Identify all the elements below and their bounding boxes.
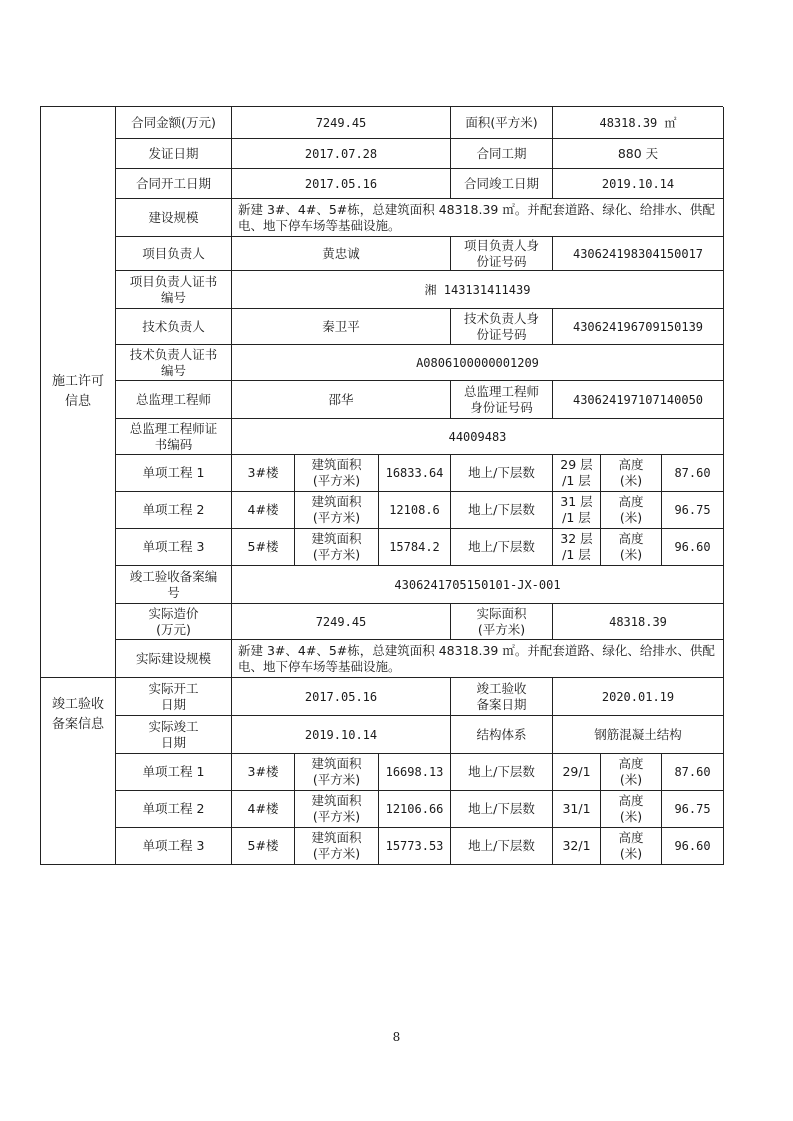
actual-start-label: 实际开工 日期 bbox=[116, 678, 232, 716]
contract-start-label: 合同开工日期 bbox=[116, 169, 232, 199]
pm-cert-label: 项目负责人证书 编号 bbox=[116, 271, 232, 309]
unit-floors-label: 地上/下层数 bbox=[451, 455, 553, 492]
unit-area-value: 16833.64 bbox=[379, 455, 451, 492]
actual-end-label: 实际竣工 日期 bbox=[116, 716, 232, 754]
structure-value: 钢筋混凝土结构 bbox=[553, 716, 724, 754]
unit-area-label: 建筑面积 (平方米) bbox=[295, 754, 379, 791]
scale-label: 建设规模 bbox=[116, 199, 232, 237]
unit-label: 单项工程 3 bbox=[116, 828, 232, 865]
unit-floors-value: 31/1 bbox=[553, 791, 601, 828]
area-value: 48318.39 ㎡ bbox=[553, 107, 724, 139]
unit-building: 4#楼 bbox=[232, 492, 295, 529]
actual-scale-label: 实际建设规模 bbox=[116, 640, 232, 678]
contract-start-value: 2017.05.16 bbox=[232, 169, 451, 199]
unit-label: 单项工程 1 bbox=[116, 754, 232, 791]
contract-period-label: 合同工期 bbox=[451, 139, 553, 169]
unit-building: 3#楼 bbox=[232, 754, 295, 791]
unit-building: 5#楼 bbox=[232, 529, 295, 566]
supervisor-cert-value: 44009483 bbox=[232, 419, 724, 455]
unit-height-label: 高度 (米) bbox=[601, 754, 662, 791]
unit-floors-value: 29/1 bbox=[553, 754, 601, 791]
unit-area-label: 建筑面积 (平方米) bbox=[295, 492, 379, 529]
permit-section-label: 施工许可 信息 bbox=[41, 107, 116, 678]
supervisor-cert-label: 总监理工程师证 书编码 bbox=[116, 419, 232, 455]
unit-height-value: 96.60 bbox=[662, 529, 724, 566]
supervisor-id-value: 430624197107140050 bbox=[553, 381, 724, 419]
actual-area-label: 实际面积 (平方米) bbox=[451, 604, 553, 640]
unit-floors-label: 地上/下层数 bbox=[451, 754, 553, 791]
unit-floors-label: 地上/下层数 bbox=[451, 828, 553, 865]
unit-height-value: 96.75 bbox=[662, 791, 724, 828]
issue-date-value: 2017.07.28 bbox=[232, 139, 451, 169]
unit-floors-label: 地上/下层数 bbox=[451, 492, 553, 529]
pm-label: 项目负责人 bbox=[116, 237, 232, 271]
record-no-label: 竣工验收备案编 号 bbox=[116, 566, 232, 604]
unit-label: 单项工程 2 bbox=[116, 492, 232, 529]
unit-building: 4#楼 bbox=[232, 791, 295, 828]
actual-end-value: 2019.10.14 bbox=[232, 716, 451, 754]
actual-cost-value: 7249.45 bbox=[232, 604, 451, 640]
contract-end-value: 2019.10.14 bbox=[553, 169, 724, 199]
unit-floors-value: 32 层 /1 层 bbox=[553, 529, 601, 566]
issue-date-label: 发证日期 bbox=[116, 139, 232, 169]
record-no-value: 4306241705150101-JX-001 bbox=[232, 566, 724, 604]
unit-area-label: 建筑面积 (平方米) bbox=[295, 791, 379, 828]
unit-height-label: 高度 (米) bbox=[601, 828, 662, 865]
unit-area-value: 15773.53 bbox=[379, 828, 451, 865]
page-number: 8 bbox=[392, 1030, 401, 1044]
pm-id-label: 项目负责人身 份证号码 bbox=[451, 237, 553, 271]
actual-scale-value: 新建 3#、4#、5#栋，总建筑面积 48318.39 ㎡。并配套道路、绿化、给排水、供配电、地下停车场等基础设施。 bbox=[232, 640, 724, 678]
tech-id-label: 技术负责人身 份证号码 bbox=[451, 309, 553, 345]
unit-floors-value: 32/1 bbox=[553, 828, 601, 865]
completion-section-label: 竣工验收 备案信息 bbox=[41, 566, 116, 865]
unit-floors-label: 地上/下层数 bbox=[451, 791, 553, 828]
actual-start-value: 2017.05.16 bbox=[232, 678, 451, 716]
unit-floors-label: 地上/下层数 bbox=[451, 529, 553, 566]
unit-height-value: 87.60 bbox=[662, 754, 724, 791]
contract-amount-value: 7249.45 bbox=[232, 107, 451, 139]
supervisor-value: 邵华 bbox=[232, 381, 451, 419]
area-label: 面积(平方米) bbox=[451, 107, 553, 139]
unit-height-label: 高度 (米) bbox=[601, 791, 662, 828]
unit-height-label: 高度 (米) bbox=[601, 492, 662, 529]
actual-cost-label: 实际造价 (万元) bbox=[116, 604, 232, 640]
tech-value: 秦卫平 bbox=[232, 309, 451, 345]
unit-height-value: 96.60 bbox=[662, 828, 724, 865]
unit-label: 单项工程 3 bbox=[116, 529, 232, 566]
unit-area-label: 建筑面积 (平方米) bbox=[295, 828, 379, 865]
unit-building: 3#楼 bbox=[232, 455, 295, 492]
unit-building: 5#楼 bbox=[232, 828, 295, 865]
scale-value: 新建 3#、4#、5#栋，总建筑面积 48318.39 ㎡。并配套道路、绿化、给排水、供配电、地下停车场等基础设施。 bbox=[232, 199, 724, 237]
record-date-label: 竣工验收 备案日期 bbox=[451, 678, 553, 716]
unit-area-label: 建筑面积 (平方米) bbox=[295, 455, 379, 492]
unit-height-label: 高度 (米) bbox=[601, 529, 662, 566]
record-date-value: 2020.01.19 bbox=[553, 678, 724, 716]
tech-label: 技术负责人 bbox=[116, 309, 232, 345]
unit-area-label: 建筑面积 (平方米) bbox=[295, 529, 379, 566]
unit-height-value: 87.60 bbox=[662, 455, 724, 492]
unit-label: 单项工程 2 bbox=[116, 791, 232, 828]
unit-area-value: 12108.6 bbox=[379, 492, 451, 529]
tech-cert-label: 技术负责人证书 编号 bbox=[116, 345, 232, 381]
actual-area-value: 48318.39 bbox=[553, 604, 724, 640]
unit-floors-value: 31 层 /1 层 bbox=[553, 492, 601, 529]
contract-amount-label: 合同金额(万元) bbox=[116, 107, 232, 139]
structure-label: 结构体系 bbox=[451, 716, 553, 754]
pm-value: 黄忠诚 bbox=[232, 237, 451, 271]
unit-area-value: 16698.13 bbox=[379, 754, 451, 791]
tech-id-value: 430624196709150139 bbox=[553, 309, 724, 345]
pm-cert-value: 湘 143131411439 bbox=[232, 271, 724, 309]
unit-area-value: 12106.66 bbox=[379, 791, 451, 828]
unit-floors-value: 29 层 /1 层 bbox=[553, 455, 601, 492]
unit-area-value: 15784.2 bbox=[379, 529, 451, 566]
pm-id-value: 430624198304150017 bbox=[553, 237, 724, 271]
unit-label: 单项工程 1 bbox=[116, 455, 232, 492]
contract-end-label: 合同竣工日期 bbox=[451, 169, 553, 199]
project-info-table bbox=[40, 106, 723, 865]
supervisor-id-label: 总监理工程师 身份证号码 bbox=[451, 381, 553, 419]
tech-cert-value: A0806100000001209 bbox=[232, 345, 724, 381]
unit-height-label: 高度 (米) bbox=[601, 455, 662, 492]
contract-period-value: 880 天 bbox=[553, 139, 724, 169]
unit-height-value: 96.75 bbox=[662, 492, 724, 529]
supervisor-label: 总监理工程师 bbox=[116, 381, 232, 419]
